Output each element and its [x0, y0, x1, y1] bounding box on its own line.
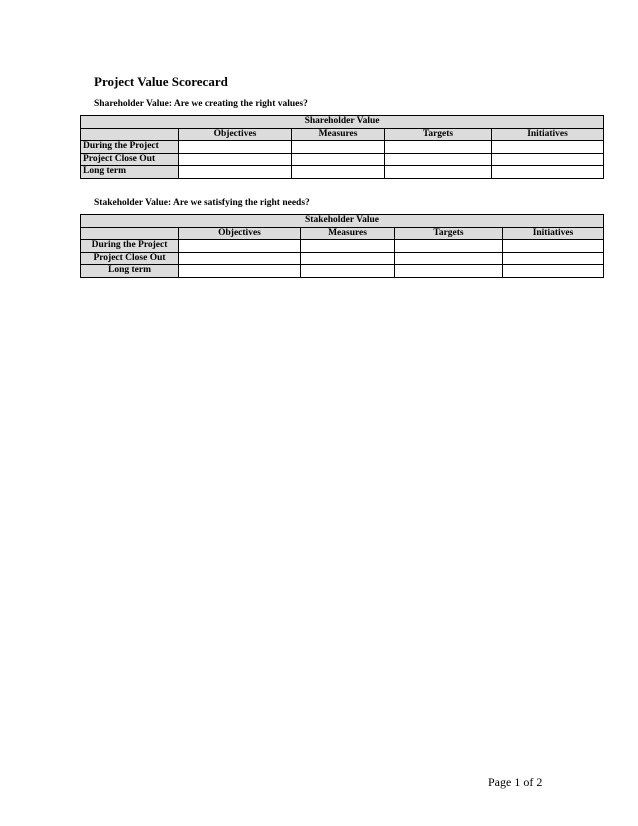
objectives-cell[interactable]	[179, 240, 301, 253]
table-row	[81, 153, 604, 166]
measures-cell[interactable]	[292, 141, 385, 154]
measures-cell[interactable]	[301, 240, 395, 253]
targets-cell[interactable]	[395, 265, 503, 278]
objectives-cell[interactable]	[179, 265, 301, 278]
column-header-row	[81, 128, 604, 141]
table-row	[81, 265, 604, 278]
table-title-row	[81, 116, 604, 129]
column-header-targets: Targets	[385, 128, 492, 141]
stakeholder-section-heading: Stakeholder Value: Are we satisfying the right needs?	[94, 198, 310, 208]
targets-cell[interactable]	[395, 252, 503, 265]
initiatives-cell[interactable]	[503, 252, 604, 265]
initiatives-cell[interactable]	[492, 153, 604, 166]
column-header-row	[81, 227, 604, 240]
row-label-long-term: Long term	[81, 265, 179, 278]
shareholder-table-title: Shareholder Value	[81, 116, 604, 129]
objectives-cell[interactable]	[179, 166, 292, 179]
row-label-long-term: Long term	[81, 166, 179, 179]
objectives-cell[interactable]	[179, 141, 292, 154]
targets-cell[interactable]	[395, 240, 503, 253]
column-header-initiatives: Initiatives	[503, 227, 604, 240]
objectives-cell[interactable]	[179, 252, 301, 265]
measures-cell[interactable]	[292, 153, 385, 166]
row-label-project-close-out: Project Close Out	[81, 153, 179, 166]
row-label-during-project: During the Project	[81, 141, 179, 154]
table-row	[81, 240, 604, 253]
column-header-objectives: Objectives	[179, 227, 301, 240]
table-row	[81, 166, 604, 179]
column-header-initiatives: Initiatives	[492, 128, 604, 141]
column-header-objectives: Objectives	[179, 128, 292, 141]
initiatives-cell[interactable]	[503, 240, 604, 253]
initiatives-cell[interactable]	[492, 166, 604, 179]
measures-cell[interactable]	[301, 265, 395, 278]
measures-cell[interactable]	[301, 252, 395, 265]
stakeholder-value-table	[80, 214, 604, 278]
column-header-blank	[81, 128, 179, 141]
table-row	[81, 252, 604, 265]
targets-cell[interactable]	[385, 153, 492, 166]
stakeholder-table-title: Stakeholder Value	[81, 215, 604, 228]
initiatives-cell[interactable]	[492, 141, 604, 154]
row-label-during-project: During the Project	[81, 240, 179, 253]
column-header-measures: Measures	[301, 227, 395, 240]
initiatives-cell[interactable]	[503, 265, 604, 278]
measures-cell[interactable]	[292, 166, 385, 179]
shareholder-value-table	[80, 115, 604, 179]
column-header-measures: Measures	[292, 128, 385, 141]
column-header-blank	[81, 227, 179, 240]
row-label-project-close-out: Project Close Out	[81, 252, 179, 265]
table-row	[81, 141, 604, 154]
page-number: Page 1 of 2	[488, 775, 543, 789]
shareholder-section-heading: Shareholder Value: Are we creating the right values?	[94, 99, 308, 109]
document-title: Project Value Scorecard	[94, 74, 228, 89]
targets-cell[interactable]	[385, 141, 492, 154]
objectives-cell[interactable]	[179, 153, 292, 166]
table-title-row	[81, 215, 604, 228]
targets-cell[interactable]	[385, 166, 492, 179]
column-header-targets: Targets	[395, 227, 503, 240]
